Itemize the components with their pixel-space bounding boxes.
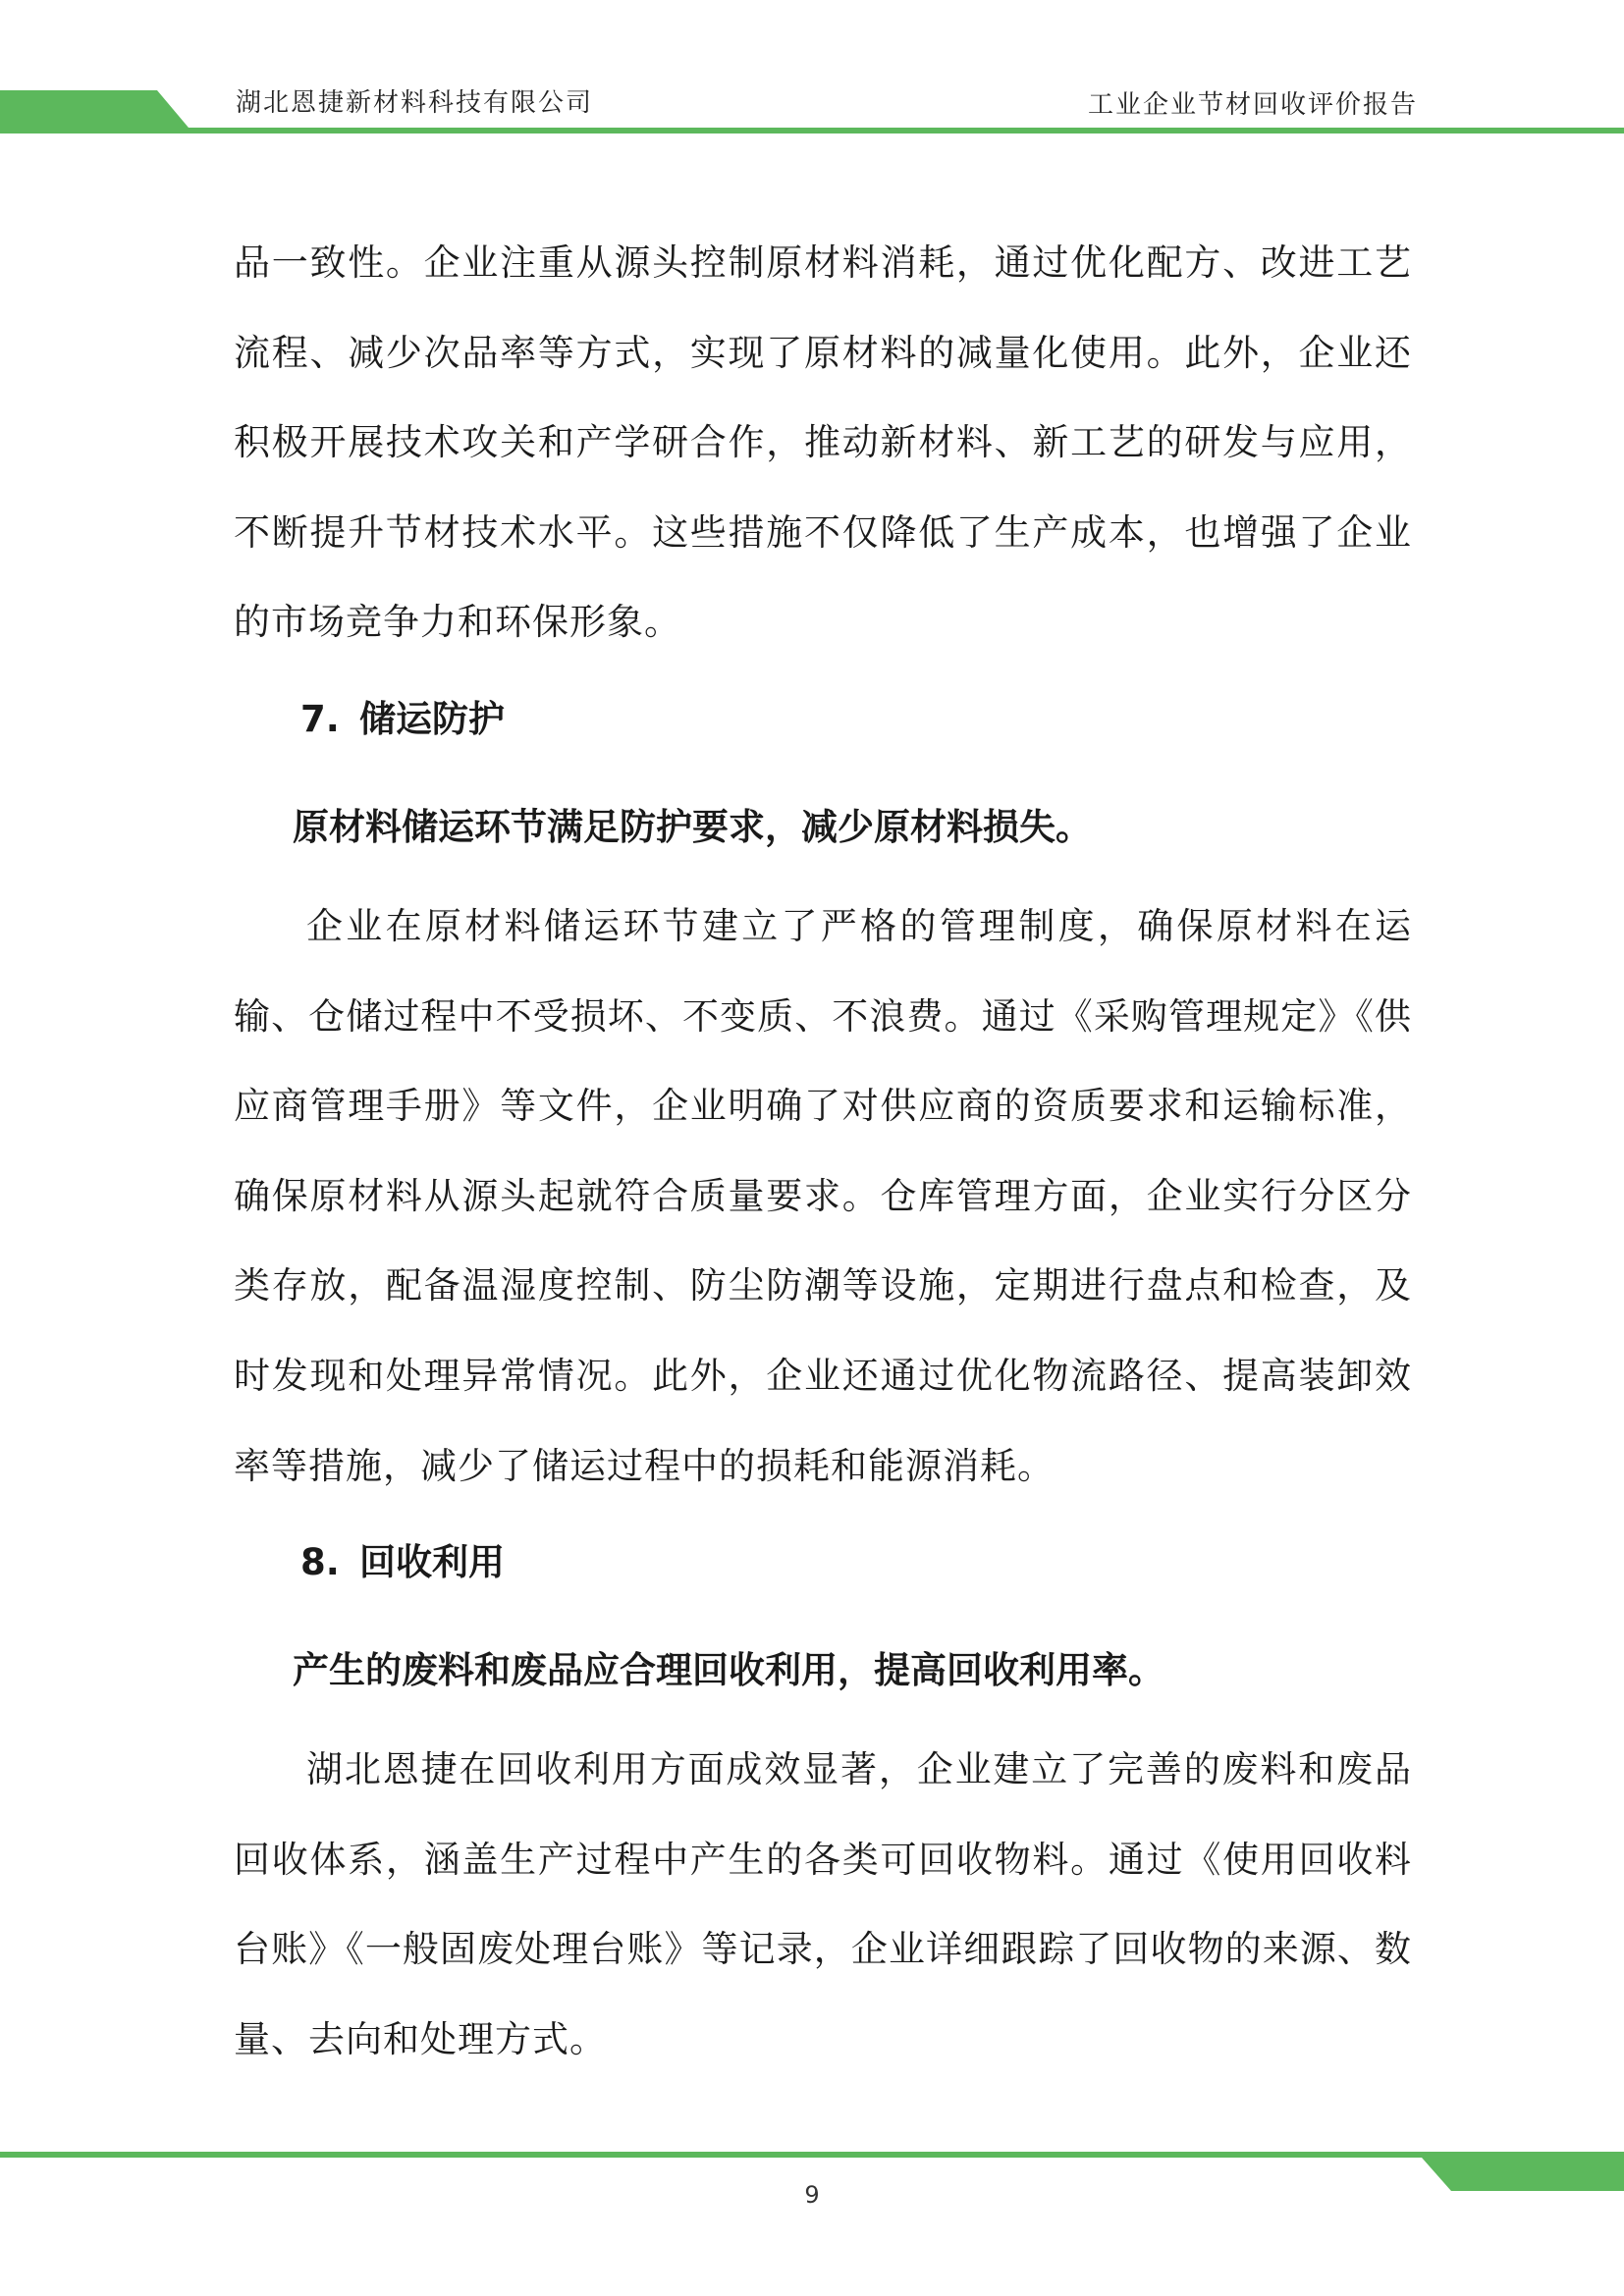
- paragraph-continuation: 品一致性。企业注重从源头控制原材料消耗，通过优化配方、改进工艺流程、减少次品率等方式，实现了原材料的减量化使用。此外，企业还积极开展技术攻关和产学研合作，推动新材料、新工艺的研发与应用，不断提升节材技术水平。这些措施不仅降低了生产成本，也增强了企业的市场竞争力和环保形象。: [234, 241, 1412, 644]
- section-title: 储运防护: [359, 697, 505, 740]
- section-8-body: 湖北恩捷在回收利用方面成效显著，企业建立了完善的废料和废品回收体系，涵盖生产过程中产生的各类可回收物料。通过《使用回收料台账》《一般固废处理台账》等记录，企业详细跟踪了回收物的来源、数量、去向和处理方式。: [234, 1748, 1412, 2060]
- section-number: 8.: [300, 1541, 340, 1584]
- header-band-graphic: [0, 0, 1624, 147]
- header-company-name: 湖北恩捷新材料科技有限公司: [236, 88, 594, 118]
- section-heading-7: [234, 667, 1412, 772]
- section-7-lead: 原材料储运环节满足防护要求，减少原材料损失。: [293, 804, 1092, 848]
- page-body: [234, 218, 1412, 2085]
- header-report-title: 工业企业节材回收评价报告: [1087, 90, 1418, 120]
- page-header: [0, 0, 1624, 147]
- section-8-lead: 产生的废料和废品应合理回收利用，提高回收利用率。: [293, 1648, 1164, 1692]
- section-title: 回收利用: [359, 1541, 505, 1584]
- page-number: 9: [804, 2181, 820, 2209]
- section-7-body: 企业在原材料储运环节建立了严格的管理制度，确保原材料在运输、仓储过程中不受损坏、不变质、不浪费。通过《采购管理规定》《供应商管理手册》等文件，企业明确了对供应商的资质要求和运输标准，确保原材料从源头起就符合质量要求。仓库管理方面，企业实行分区分类存放，配备温湿度控制、防尘防潮等设施，定期进行盘点和检查，及时发现和处理异常情况。此外，企业还通过优化物流路径、提高装卸效率等措施，减少了储运过程中的损耗和能源消耗。: [234, 904, 1412, 1487]
- page-footer: [0, 2140, 1624, 2296]
- section-number: 7.: [300, 697, 340, 740]
- section-heading-8: [234, 1511, 1412, 1615]
